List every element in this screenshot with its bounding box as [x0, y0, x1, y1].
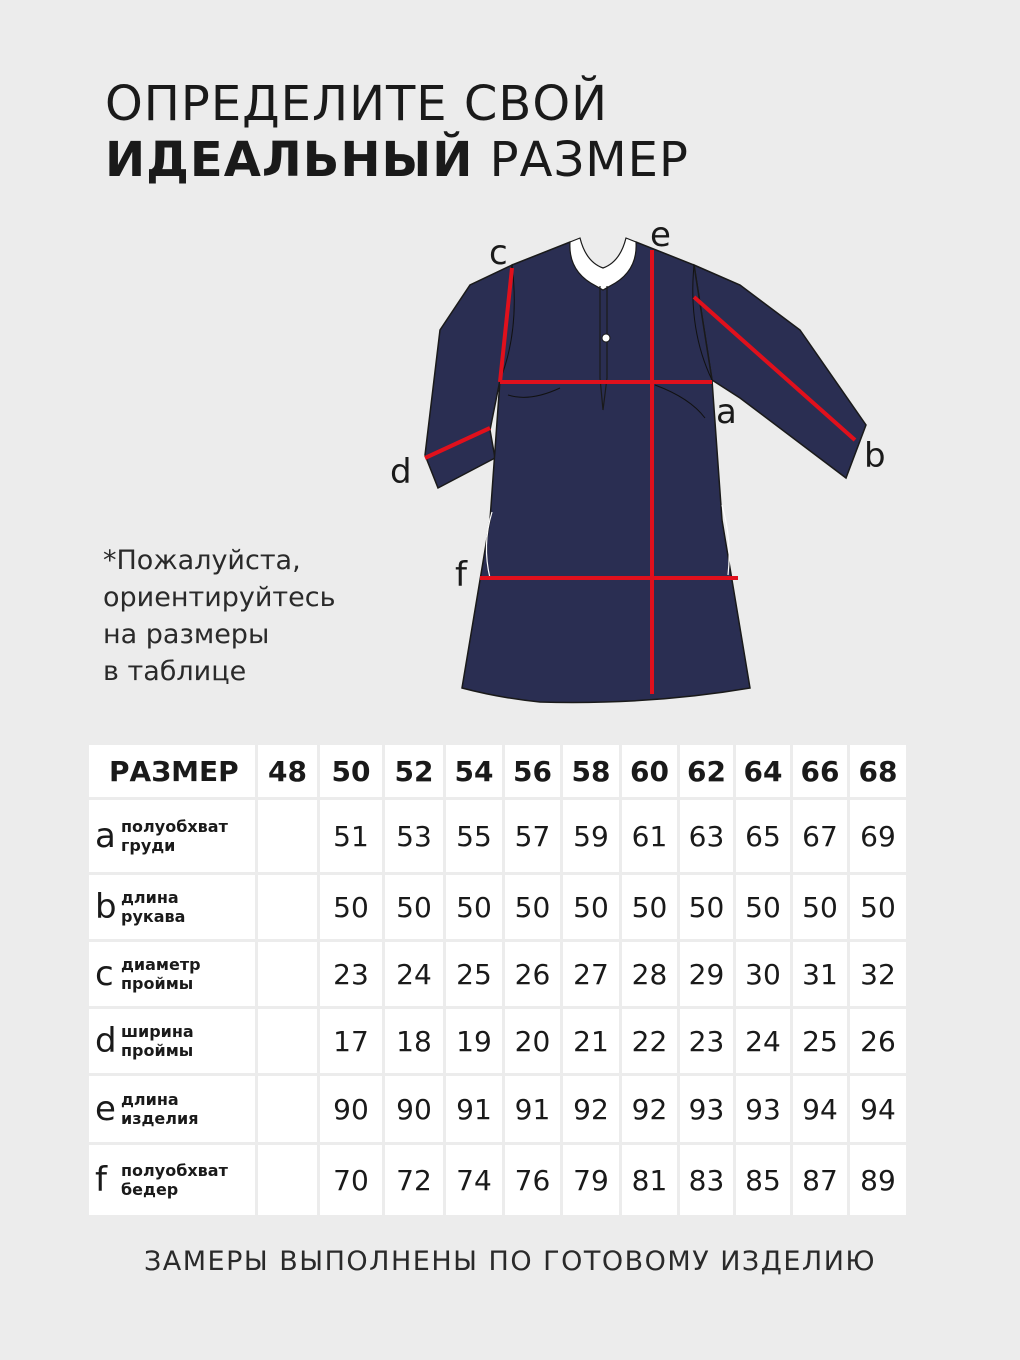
value-cell: 61: [622, 800, 677, 872]
value-cell: [258, 942, 317, 1006]
measurement-row: [89, 1009, 906, 1073]
row-name-line: полуобхват: [121, 1161, 228, 1180]
value-cell: 76: [505, 1145, 560, 1215]
value-cell: [258, 1145, 317, 1215]
value-cell: 63: [680, 800, 733, 872]
size-header-cell: 48: [258, 745, 317, 797]
value-cell: 50: [680, 875, 733, 939]
value-cell: [258, 1076, 317, 1142]
row-name-line: рукава: [121, 907, 186, 926]
value-cell: 74: [446, 1145, 502, 1215]
value-cell: 23: [320, 942, 382, 1006]
row-letter: b: [95, 887, 117, 927]
row-label: [89, 800, 255, 872]
note-line: ориентируйтесь: [103, 582, 336, 613]
value-cell: 25: [446, 942, 502, 1006]
row-letter: f: [95, 1160, 107, 1200]
size-header-cell: 52: [385, 745, 443, 797]
value-cell: 89: [850, 1145, 906, 1215]
value-cell: [258, 800, 317, 872]
value-cell: 94: [793, 1076, 847, 1142]
row-name-line: диаметр: [121, 955, 201, 974]
row-name-line: длина: [121, 888, 179, 907]
row-letter: d: [95, 1021, 117, 1061]
value-cell: 24: [385, 942, 443, 1006]
row-name: [121, 888, 185, 926]
title-bold-word: ИДЕАЛЬНЫЙ: [105, 132, 474, 188]
row-label: [89, 942, 255, 1006]
note-line: *Пожалуйста,: [103, 545, 301, 576]
value-cell: 67: [793, 800, 847, 872]
value-cell: 81: [622, 1145, 677, 1215]
value-cell: 94: [850, 1076, 906, 1142]
value-cell: 50: [446, 875, 502, 939]
value-cell: 18: [385, 1009, 443, 1073]
value-cell: 26: [505, 942, 560, 1006]
title-rest-word: РАЗМЕР: [489, 132, 689, 188]
value-cell: 30: [736, 942, 790, 1006]
value-cell: 50: [736, 875, 790, 939]
value-cell: 23: [680, 1009, 733, 1073]
value-cell: 85: [736, 1145, 790, 1215]
value-cell: 90: [320, 1076, 382, 1142]
value-cell: 50: [850, 875, 906, 939]
measure-b-label: b: [864, 436, 886, 476]
value-cell: 92: [563, 1076, 619, 1142]
size-header-cell: 60: [622, 745, 677, 797]
size-header-cell: 50: [320, 745, 382, 797]
value-cell: 57: [505, 800, 560, 872]
row-name: [121, 1161, 228, 1199]
measurement-row: [89, 942, 906, 1006]
size-note: [103, 542, 336, 690]
value-cell: [258, 1009, 317, 1073]
value-cell: 79: [563, 1145, 619, 1215]
row-name-line: проймы: [121, 974, 194, 993]
value-cell: 50: [622, 875, 677, 939]
row-name-line: ширина: [121, 1022, 194, 1041]
row-label: [89, 875, 255, 939]
value-cell: 87: [793, 1145, 847, 1215]
value-cell: 32: [850, 942, 906, 1006]
size-header-cell: 54: [446, 745, 502, 797]
value-cell: 92: [622, 1076, 677, 1142]
measurement-row: [89, 875, 906, 939]
value-cell: 31: [793, 942, 847, 1006]
measurement-row: [89, 1076, 906, 1142]
measurement-row: [89, 1145, 906, 1215]
value-cell: 51: [320, 800, 382, 872]
page-title: [105, 76, 689, 188]
row-name: [121, 817, 228, 855]
measure-a-label: a: [716, 392, 737, 432]
value-cell: 93: [680, 1076, 733, 1142]
value-cell: 69: [850, 800, 906, 872]
measurement-row: [89, 800, 906, 872]
size-header-cell: 64: [736, 745, 790, 797]
value-cell: 55: [446, 800, 502, 872]
title-line-2: [105, 132, 689, 188]
row-label: [89, 1076, 255, 1142]
value-cell: 50: [385, 875, 443, 939]
value-cell: 91: [446, 1076, 502, 1142]
value-cell: 29: [680, 942, 733, 1006]
row-name-line: груди: [121, 836, 176, 855]
row-label: [89, 1145, 255, 1215]
size-table: [86, 742, 909, 1218]
note-line: на размеры: [103, 619, 270, 650]
row-name: [121, 955, 201, 993]
dress-measurement-diagram: [380, 220, 920, 710]
row-name-line: проймы: [121, 1041, 194, 1060]
size-header-cell: 56: [505, 745, 560, 797]
value-cell: 19: [446, 1009, 502, 1073]
measure-e-label: e: [650, 220, 671, 255]
size-header-row: [89, 745, 906, 797]
value-cell: 24: [736, 1009, 790, 1073]
measure-f-label: f: [455, 555, 467, 595]
value-cell: 21: [563, 1009, 619, 1073]
value-cell: 50: [563, 875, 619, 939]
value-cell: 91: [505, 1076, 560, 1142]
title-line-1: ОПРЕДЕЛИТЕ СВОЙ: [105, 76, 609, 132]
row-letter: a: [95, 816, 116, 856]
value-cell: 22: [622, 1009, 677, 1073]
size-header-label: РАЗМЕР: [89, 745, 255, 797]
footer-note: ЗАМЕРЫ ВЫПОЛНЕНЫ ПО ГОТОВОМУ ИЗДЕЛИЮ: [143, 1246, 877, 1277]
size-header-cell: 58: [563, 745, 619, 797]
value-cell: 26: [850, 1009, 906, 1073]
value-cell: 90: [385, 1076, 443, 1142]
button-icon: [602, 334, 610, 342]
row-name: [121, 1022, 194, 1060]
row-name-line: полуобхват: [121, 817, 228, 836]
value-cell: 53: [385, 800, 443, 872]
value-cell: 25: [793, 1009, 847, 1073]
row-name: [121, 1090, 198, 1128]
value-cell: 72: [385, 1145, 443, 1215]
size-header-cell: 62: [680, 745, 733, 797]
value-cell: 28: [622, 942, 677, 1006]
note-line: в таблице: [103, 656, 247, 687]
row-name-line: изделия: [121, 1109, 199, 1128]
row-letter: e: [95, 1089, 116, 1129]
row-name-line: бедер: [121, 1180, 179, 1199]
value-cell: 70: [320, 1145, 382, 1215]
value-cell: 27: [563, 942, 619, 1006]
value-cell: 65: [736, 800, 790, 872]
value-cell: 17: [320, 1009, 382, 1073]
value-cell: 93: [736, 1076, 790, 1142]
value-cell: [258, 875, 317, 939]
measure-d-label: d: [390, 452, 412, 492]
size-header-cell: 68: [850, 745, 906, 797]
value-cell: 50: [793, 875, 847, 939]
row-label: [89, 1009, 255, 1073]
size-header-cell: 66: [793, 745, 847, 797]
value-cell: 50: [320, 875, 382, 939]
row-letter: c: [95, 954, 114, 994]
value-cell: 20: [505, 1009, 560, 1073]
row-name-line: длина: [121, 1090, 179, 1109]
value-cell: 83: [680, 1145, 733, 1215]
value-cell: 59: [563, 800, 619, 872]
measure-c-label: c: [489, 233, 508, 273]
value-cell: 50: [505, 875, 560, 939]
